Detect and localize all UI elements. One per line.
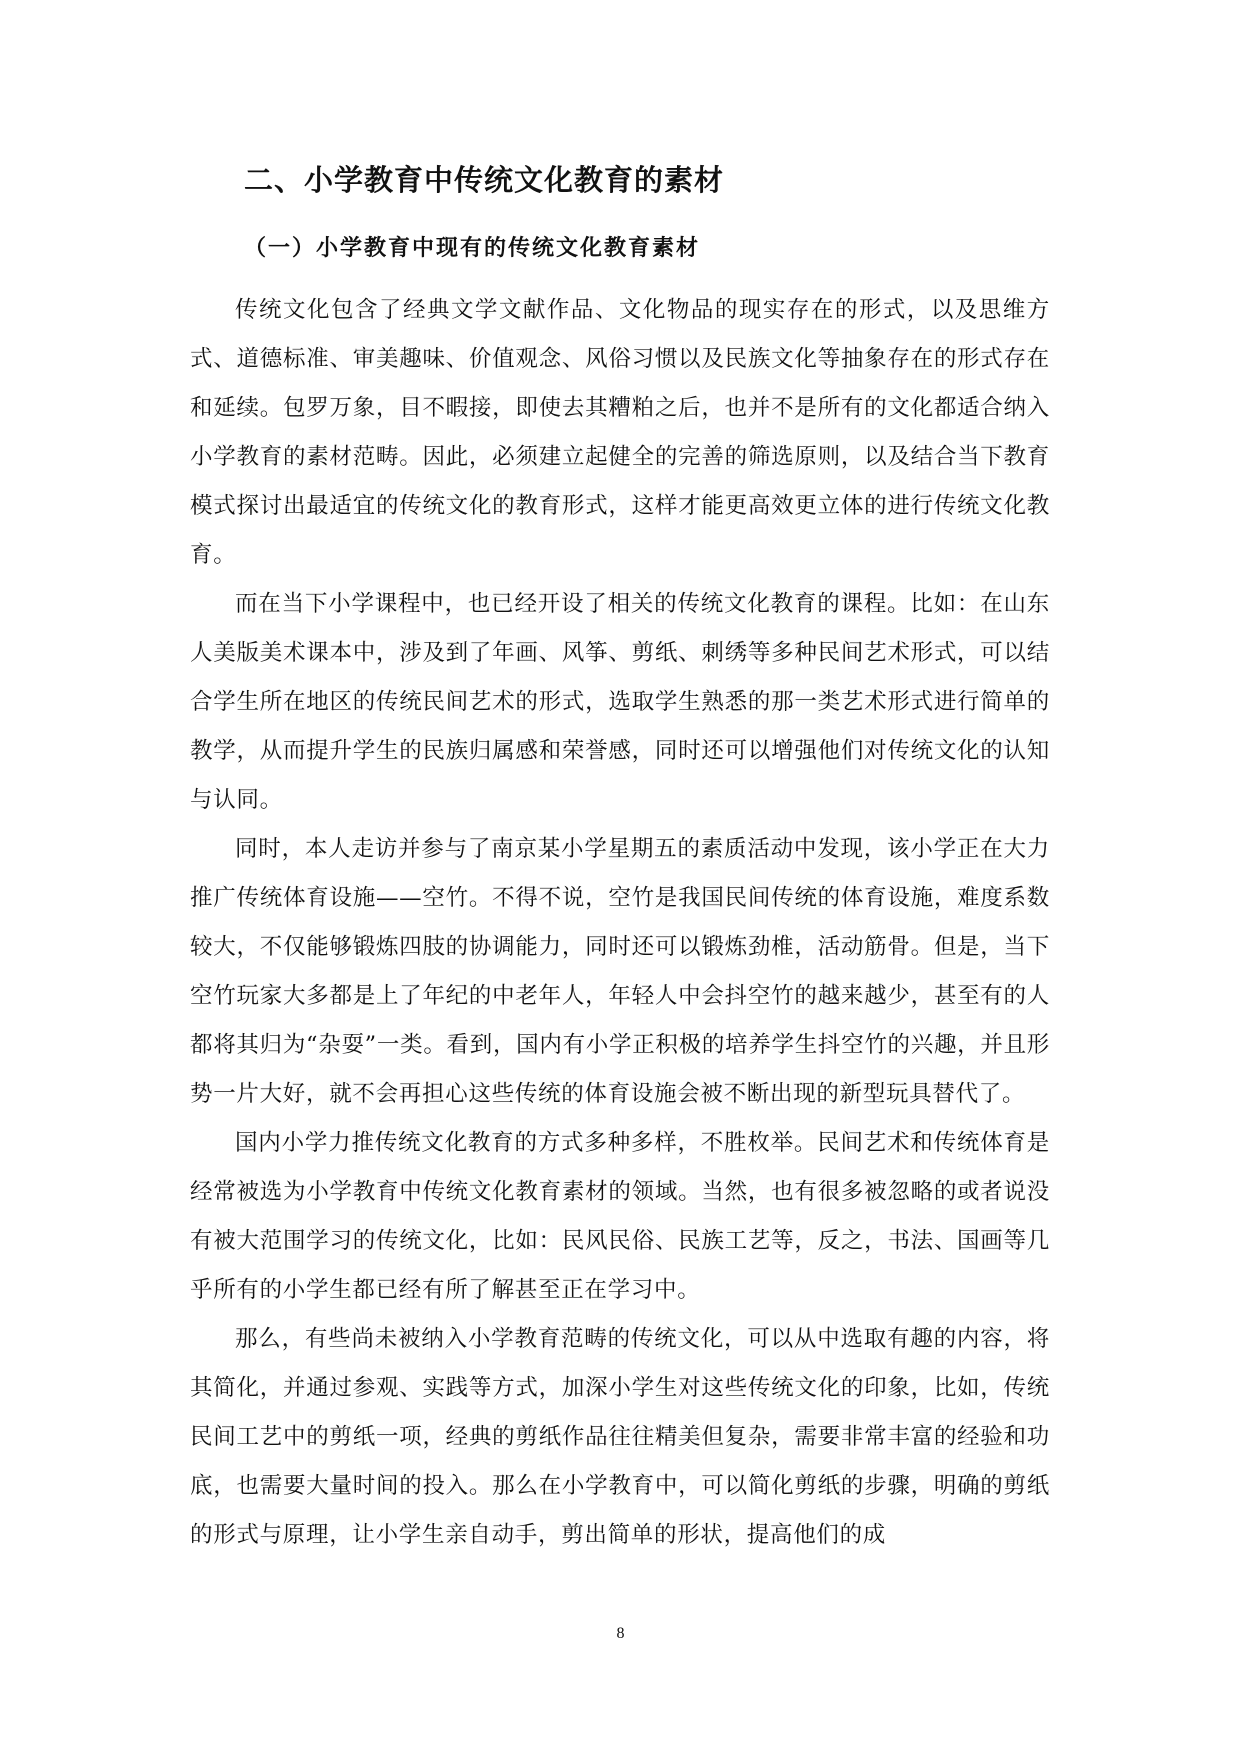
chapter-title: 二、小学教育中传统文化教育的素材 bbox=[244, 163, 725, 197]
paragraph: 同时，本人走访并参与了南京某小学星期五的素质活动中发现，该小学正在大力推广传统体育设施——空竹。不得不说，空竹是我国民间传统的体育设施，难度系数较大，不仅能够锻炼四肢的协调能力，同时还可以锻炼劲椎，活动筋骨。但是，当下空竹玩家大多都是上了年纪的中老年人，年轻人中会抖空竹的越来越少，甚至有的人都将其归为“杂耍”一类。看到，国内有小学正积极的培养学生抖空竹的兴趣，并且形势一片大好，就不会再担心这些传统的体育设施会被不断出现的新型玩具替代了。 bbox=[190, 836, 1050, 1107]
page-number: 8 bbox=[616, 1625, 625, 1642]
paragraph: 传统文化包含了经典文学文献作品、文化物品的现实存在的形式，以及思维方式、道德标准、审美趣味、价值观念、风俗习惯以及民族文化等抽象存在的形式存在和延续。包罗万象，目不暇接，即使去其糟粕之后，也并不是所有的文化都适合纳入小学教育的素材范畴。因此，必须建立起健全的完善的筛选原则，以及结合当下教育模式探讨出最适宜的传统文化的教育形式，这样才能更高效更立体的进行传统文化教育。 bbox=[190, 297, 1050, 568]
body-text bbox=[190, 286, 1050, 1560]
paragraph: 而在当下小学课程中，也已经开设了相关的传统文化教育的课程。比如：在山东人美版美术课本中，涉及到了年画、风筝、剪纸、刺绣等多种民间艺术形式，可以结合学生所在地区的传统民间艺术的形式，选取学生熟悉的那一类艺术形式进行简单的教学，从而提升学生的民族归属感和荣誉感，同时还可以增强他们对传统文化的认知与认同。 bbox=[190, 591, 1050, 813]
paragraph: 那么，有些尚未被纳入小学教育范畴的传统文化，可以从中选取有趣的内容，将其简化，并通过参观、实践等方式，加深小学生对这些传统文化的印象，比如，传统民间工艺中的剪纸一项，经典的剪纸作品往往精美但复杂，需要非常丰富的经验和功底，也需要大量时间的投入。那么在小学教育中，可以简化剪纸的步骤，明确的剪纸的形式与原理，让小学生亲自动手，剪出简单的形状，提高他们的成 bbox=[190, 1326, 1050, 1548]
section-title: （一）小学教育中现有的传统文化教育素材 bbox=[244, 235, 701, 261]
paragraph: 国内小学力推传统文化教育的方式多种多样，不胜枚举。民间艺术和传统体育是经常被选为小学教育中传统文化教育素材的领域。当然，也有很多被忽略的或者说没有被大范围学习的传统文化，比如：民风民俗、民族工艺等，反之，书法、国画等几乎所有的小学生都已经有所了解甚至正在学习中。 bbox=[190, 1130, 1050, 1303]
